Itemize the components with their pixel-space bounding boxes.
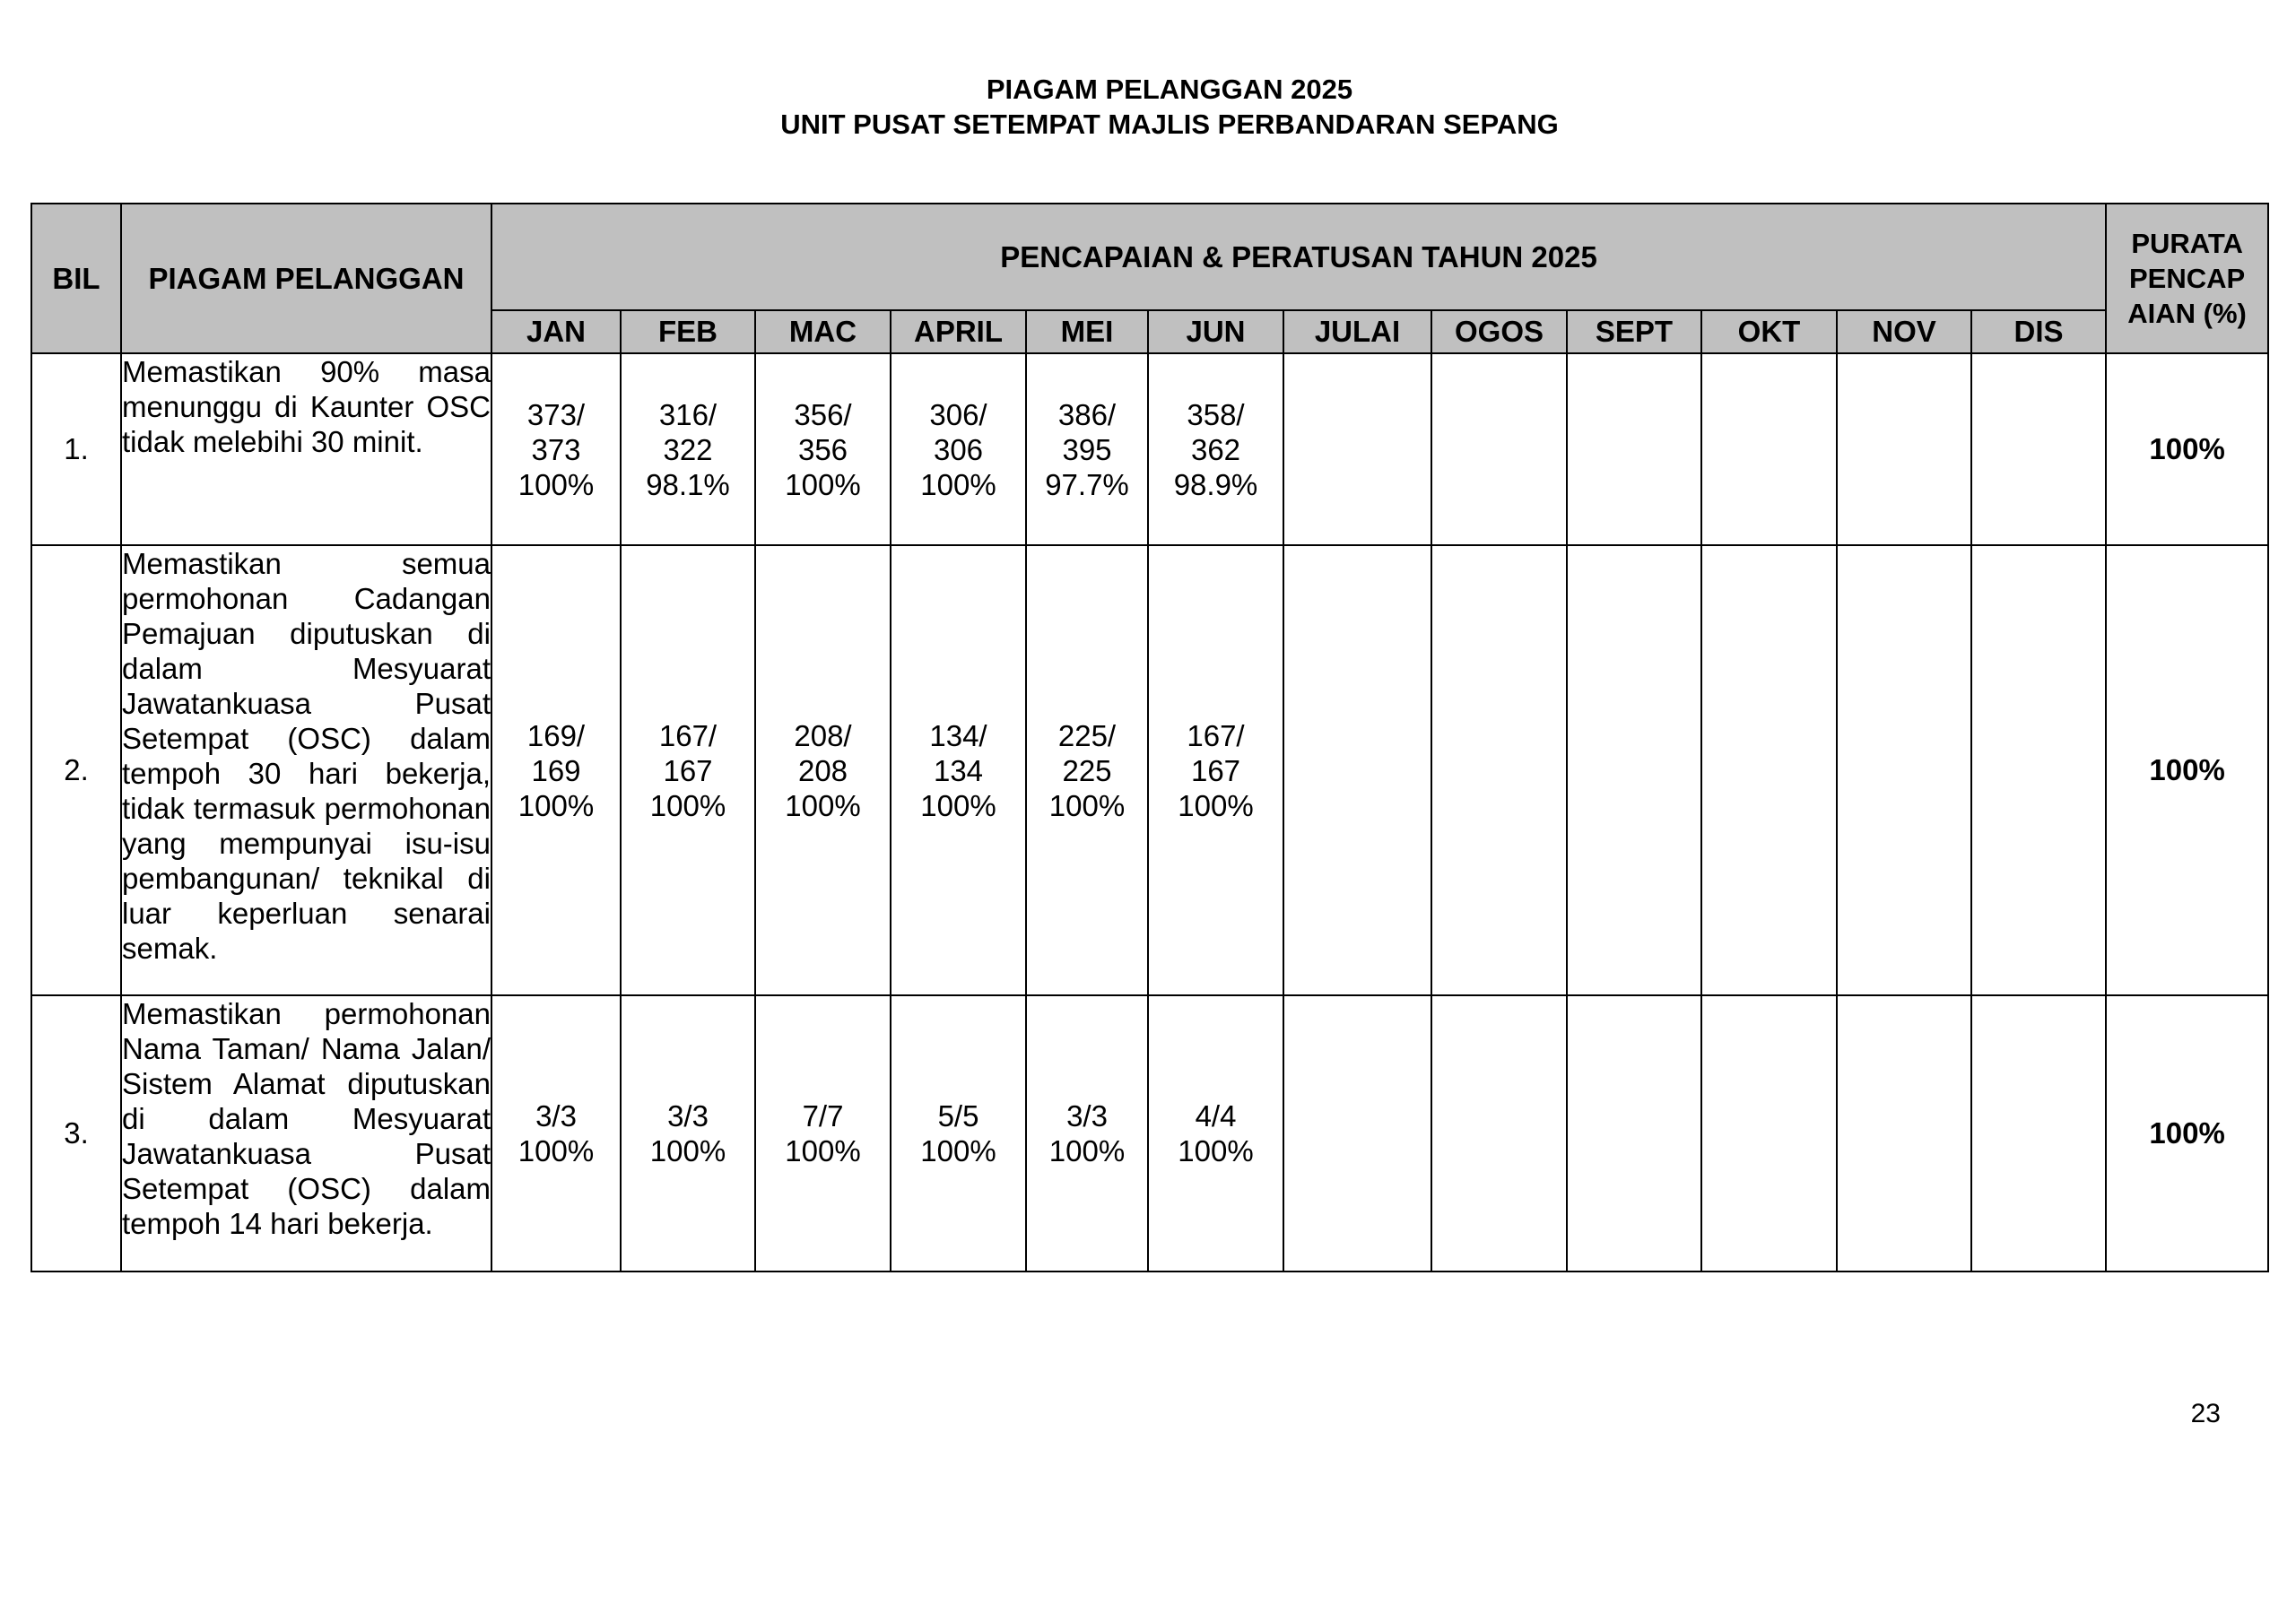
- cell-value-line: 373/: [526, 397, 586, 431]
- cell-julai: [1283, 353, 1431, 545]
- header-month-dis: DIS: [1971, 310, 2106, 353]
- cell-jan: [491, 353, 621, 545]
- cell-mac: [755, 353, 891, 545]
- cell-value-line: 322: [663, 432, 713, 466]
- header-month-nov: NOV: [1837, 310, 1971, 353]
- cell-value-line: 100%: [785, 1134, 861, 1167]
- table-header: [31, 204, 2268, 353]
- cell-value-line: 3/3: [535, 1099, 577, 1133]
- cell-value-line: 169: [531, 753, 581, 787]
- cell-value-line: 7/7: [802, 1099, 844, 1133]
- header-month-feb: FEB: [621, 310, 755, 353]
- cell-april: [891, 353, 1026, 545]
- cell-value-line: 306/: [929, 397, 987, 431]
- cell-value-line: 167/: [658, 718, 718, 752]
- cell-dis: [1971, 995, 2106, 1271]
- cell-value-line: 362: [1190, 432, 1241, 466]
- cell-julai: [1283, 545, 1431, 995]
- header-purata-line: PENCAP: [2128, 263, 2246, 294]
- cell-sept: [1567, 353, 1701, 545]
- cell-mac: [755, 545, 891, 995]
- row-charter-text: Memastikan permohonan Nama Taman/ Nama Jalan/ Sistem Alamat diputuskan di dalam Mesyuarat Jawatankuasa Pusat Setempat (OSC) dalam tempoh 14 hari bekerja.: [121, 995, 491, 1271]
- cell-value-line: 167/: [1187, 718, 1245, 752]
- cell-value-line: 306: [933, 432, 984, 466]
- cell-value-line: 100%: [1048, 1134, 1126, 1167]
- cell-value-line: 100%: [517, 1134, 595, 1167]
- cell-value-line: 167: [1190, 753, 1241, 787]
- cell-value-line: 134/: [929, 718, 987, 752]
- header-month-april: APRIL: [891, 310, 1026, 353]
- table-row: [31, 995, 2268, 1271]
- cell-value-line: 100%: [517, 467, 595, 501]
- cell-nov: [1837, 545, 1971, 995]
- cell-okt: [1701, 545, 1837, 995]
- cell-jun: [1148, 545, 1283, 995]
- row-charter-text: Memastikan semua permohonan Cadangan Pemajuan diputuskan di dalam Mesyuarat Jawatankuasa Pusat Setempat (OSC) dalam tempoh 30 hari bekerja, tidak termasuk permohonan yang mempunyai isu-isu pembangunan/ teknikal di luar keperluan senarai semak.: [121, 545, 491, 995]
- cell-value-line: 100%: [785, 788, 861, 822]
- cell-value-line: 100%: [920, 788, 996, 822]
- row-bil: 2.: [31, 545, 121, 995]
- cell-value-line: 356: [797, 432, 848, 466]
- cell-value-line: 4/4: [1195, 1099, 1237, 1133]
- document-title: PIAGAM PELANGGAN 2025: [986, 74, 1353, 105]
- cell-value-line: 225: [1062, 753, 1112, 787]
- document-heading: [0, 72, 2296, 142]
- cell-jan: [491, 995, 621, 1271]
- cell-value-line: 100%: [1178, 788, 1254, 822]
- cell-sept: [1567, 995, 1701, 1271]
- cell-jun: [1148, 353, 1283, 545]
- header-month-julai: JULAI: [1283, 310, 1431, 353]
- cell-mei: [1026, 353, 1148, 545]
- cell-value-line: 98.9%: [1173, 467, 1258, 501]
- cell-april: [891, 545, 1026, 995]
- header-pencapaian: PENCAPAIAN & PERATUSAN TAHUN 2025: [491, 204, 2106, 310]
- cell-value-line: 358/: [1187, 397, 1245, 431]
- cell-value-line: 100%: [1178, 1134, 1254, 1167]
- header-bil: BIL: [31, 204, 121, 353]
- cell-julai: [1283, 995, 1431, 1271]
- header-month-mei: MEI: [1026, 310, 1148, 353]
- cell-value-line: 100%: [517, 788, 595, 822]
- header-month-okt: OKT: [1701, 310, 1837, 353]
- cell-ogos: [1431, 995, 1567, 1271]
- cell-ogos: [1431, 545, 1567, 995]
- row-average: 100%: [2106, 995, 2268, 1271]
- cell-dis: [1971, 353, 2106, 545]
- row-average: 100%: [2106, 353, 2268, 545]
- header-purata-pencapaian: [2106, 204, 2268, 353]
- header-purata-line: AIAN (%): [2127, 298, 2247, 329]
- header-month-ogos: OGOS: [1431, 310, 1567, 353]
- header-month-jun: JUN: [1148, 310, 1283, 353]
- cell-value-line: 100%: [649, 788, 726, 822]
- cell-okt: [1701, 995, 1837, 1271]
- cell-value-line: 386/: [1057, 397, 1117, 431]
- table-row: [31, 545, 2268, 995]
- cell-value-line: 395: [1062, 432, 1112, 466]
- row-charter-text: Memastikan 90% masa menunggu di Kaunter OSC tidak melebihi 30 minit.: [121, 353, 491, 545]
- cell-value-line: 134: [933, 753, 984, 787]
- cell-value-line: 208: [797, 753, 848, 787]
- cell-value-line: 100%: [1048, 788, 1126, 822]
- header-month-sept: SEPT: [1567, 310, 1701, 353]
- cell-jun: [1148, 995, 1283, 1271]
- cell-value-line: 100%: [649, 1134, 726, 1167]
- cell-value-line: 169/: [526, 718, 586, 752]
- cell-value-line: 225/: [1057, 718, 1117, 752]
- header-month-mac: MAC: [755, 310, 891, 353]
- cell-sept: [1567, 545, 1701, 995]
- cell-feb: [621, 995, 755, 1271]
- cell-mac: [755, 995, 891, 1271]
- cell-value-line: 100%: [785, 467, 861, 501]
- cell-mei: [1026, 995, 1148, 1271]
- customer-charter-table: [30, 203, 2269, 1272]
- table-body: [31, 353, 2268, 1271]
- cell-nov: [1837, 353, 1971, 545]
- cell-value-line: 100%: [920, 1134, 996, 1167]
- cell-value-line: 3/3: [1066, 1099, 1108, 1133]
- cell-april: [891, 995, 1026, 1271]
- cell-value-line: 100%: [920, 467, 996, 501]
- cell-value-line: 5/5: [937, 1099, 979, 1133]
- cell-feb: [621, 545, 755, 995]
- page-number: 23: [2190, 1399, 2221, 1428]
- row-bil: 1.: [31, 353, 121, 545]
- cell-value-line: 3/3: [667, 1099, 709, 1133]
- cell-feb: [621, 353, 755, 545]
- cell-dis: [1971, 545, 2106, 995]
- cell-okt: [1701, 353, 1837, 545]
- table-row: [31, 353, 2268, 545]
- cell-mei: [1026, 545, 1148, 995]
- row-average: 100%: [2106, 545, 2268, 995]
- cell-value-line: 97.7%: [1045, 467, 1129, 501]
- cell-nov: [1837, 995, 1971, 1271]
- cell-value-line: 208/: [794, 718, 852, 752]
- cell-value-line: 98.1%: [646, 467, 730, 501]
- cell-value-line: 316/: [658, 397, 718, 431]
- document-subtitle: UNIT PUSAT SETEMPAT MAJLIS PERBANDARAN SEPANG: [780, 108, 1559, 140]
- header-month-jan: JAN: [491, 310, 621, 353]
- cell-jan: [491, 545, 621, 995]
- cell-value-line: 373: [531, 432, 581, 466]
- cell-ogos: [1431, 353, 1567, 545]
- cell-value-line: 167: [663, 753, 713, 787]
- header-piagam-pelanggan: PIAGAM PELANGGAN: [121, 204, 491, 353]
- header-purata-line: PURATA: [2131, 228, 2243, 259]
- cell-value-line: 356/: [794, 397, 852, 431]
- row-bil: 3.: [31, 995, 121, 1271]
